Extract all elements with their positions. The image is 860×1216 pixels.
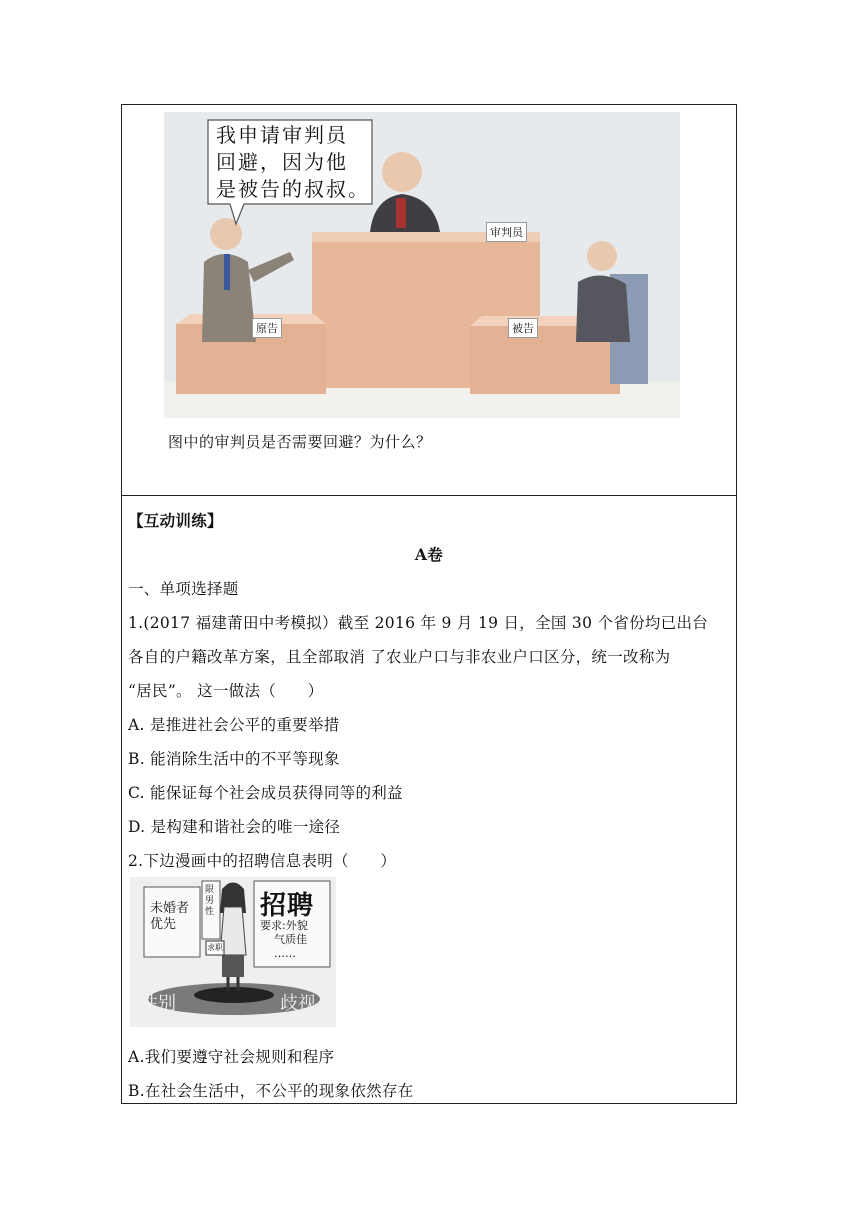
cartoon-text: 气质佳 [274, 933, 307, 946]
speech-bubble-text [216, 122, 370, 203]
defendant-sign: 被告 [508, 318, 538, 338]
q2-option-a: A.我们要遵守社会规则和程序 [128, 1048, 335, 1066]
q1-stem-line: 各自的户籍改革方案，且全部取消 了农业户口与非农业户口区分，统一改称为 [128, 648, 671, 666]
q2-stem: 2.下边漫画中的招聘信息表明（ ） [128, 852, 397, 870]
q1-stem-line: “居民”。 这一做法（ ） [128, 682, 324, 700]
cartoon-sign-mid: 限男性 [205, 885, 215, 917]
q1-option-d: D. 是构建和谐社会的唯一途径 [128, 818, 341, 836]
speech-line: 是被告的叔叔。 [216, 177, 370, 201]
cartoon-floor-left: 性别 [140, 993, 176, 1014]
speech-line: 我申请审判员 [216, 123, 348, 147]
hiring-cartoon [130, 877, 336, 1027]
figure-question: 图中的审判员是否需要回避？为什么？ [168, 433, 432, 451]
q2-option-b: B.在社会生活中，不公平的现象依然存在 [128, 1082, 414, 1100]
cartoon-sign-right-title: 招聘 [260, 891, 315, 921]
q1-option-c: C. 能保证每个社会成员获得同等的利益 [128, 784, 403, 802]
cartoon-bag-label: 求职 [207, 943, 223, 952]
part-title: 一、单项选择题 [128, 580, 239, 598]
document-table [121, 104, 737, 1104]
plaintiff-sign: 原告 [252, 318, 282, 338]
courtroom-illustration [164, 112, 680, 418]
cartoon-text: …… [274, 947, 296, 960]
cartoon-text: 优先 [150, 917, 177, 932]
q1-stem-line: 1.(2017 福建莆田中考模拟）截至 2016 年 9 月 19 日，全国 30 个省份均已出台 [128, 614, 709, 632]
cartoon-floor-right: 歧视 [280, 993, 316, 1014]
q1-option-b: B. 能消除生活中的不平等现象 [128, 750, 340, 768]
row-divider [122, 495, 736, 496]
cartoon-text: 要求:外貌 [260, 919, 308, 932]
cartoon-text: 未婚者 [150, 901, 190, 916]
speech-line: 回避，因为他 [216, 150, 348, 174]
q1-option-a: A. 是推进社会公平的重要举措 [128, 716, 340, 734]
judge-sign: 审判员 [486, 222, 527, 242]
section-heading: 【互动训练】 [128, 511, 223, 530]
cartoon-sign-left [150, 901, 189, 933]
cartoon-sign-right-body [260, 919, 308, 961]
volume-title: A卷 [414, 545, 444, 564]
